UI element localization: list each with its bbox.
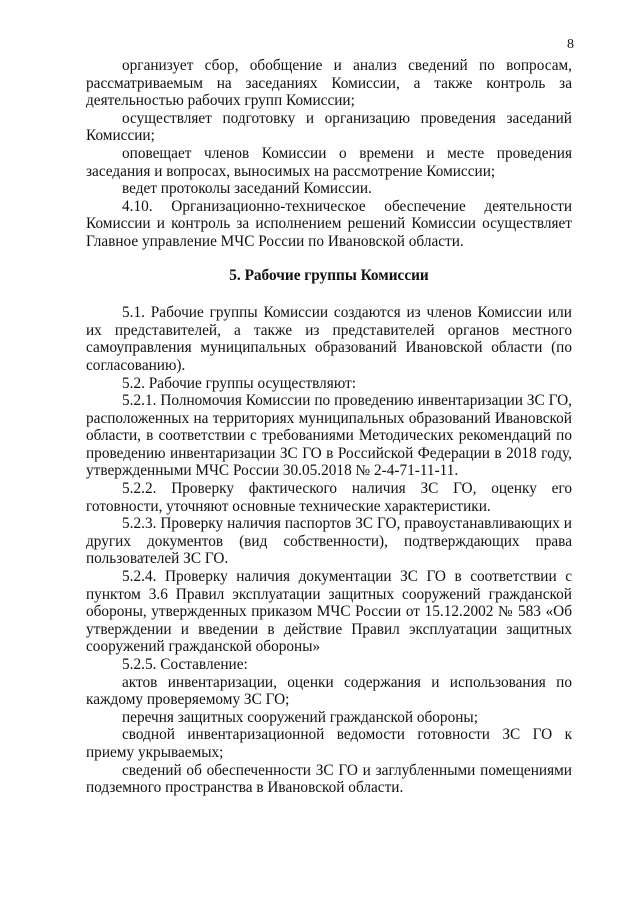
paragraph: 5.2.4. Проверку наличия документации ЗС ГО в соответствии с пунктом 3.6 Правил эксплуатации защитных сооружений гражданской обороны, утвержденных приказом МЧС России от 15.12.2002 № 583 «Об утверждении и введении в действие Правил эксплуатации защитных сооружений гражданской обороны»: [86, 568, 572, 656]
list-item: актов инвентаризации, оценки содержания и использования по каждому проверяемому ЗС ГО;: [86, 673, 572, 709]
section-heading: 5. Рабочие группы Комиссии: [229, 266, 429, 284]
list-item: сведений об обеспеченности ЗС ГО и заглубленными помещениями подземного пространства в Ивановской области.: [86, 761, 572, 797]
paragraph: 5.2.1. Полномочия Комиссии по проведению инвентаризации ЗС ГО, расположенных на территориях муниципальных образований Ивановской области, в соответствии с требованиями Методических рекомендаций по проведению инвентаризации ЗС ГО в Российской Федерации в 2018 году, утвержденными МЧС России 30.05.2018 № 2-4-71-11-11.: [86, 392, 572, 480]
paragraph: 5.2. Рабочие группы осуществляют:: [122, 374, 356, 392]
paragraph: осуществляет подготовку и организацию проведения заседаний Комиссии;: [86, 109, 572, 145]
paragraph: 5.2.5. Составление:: [122, 656, 248, 673]
paragraph: оповещает членов Комиссии о времени и месте проведения заседания и вопросах, выносимых на рассмотрение Комиссии;: [86, 144, 572, 180]
paragraph: 5.2.2. Проверку фактического наличия ЗС ГО, оценку его готовности, уточняют основные технические характеристики.: [86, 480, 572, 515]
paragraph: организует сбор, обобщение и анализ сведений по вопросам, рассматриваемым на заседаниях Комиссии, а также контроль за деятельностью рабочих групп Комиссии;: [86, 57, 572, 110]
paragraph: 5.2.3. Проверку наличия паспортов ЗС ГО, правоустанавливающих и других документов (вид собственности), подтверждающих права пользователей ЗС ГО.: [86, 515, 572, 568]
list-item: сводной инвентаризационной ведомости готовности ЗС ГО к приему укрываемых;: [86, 726, 572, 761]
paragraph: 5.1. Рабочие группы Комиссии создаются из членов Комиссии или их представителей, а также из представителей органов местного самоуправления муниципальных образований Ивановской области (по согласованию).: [86, 304, 572, 374]
page-number: 8: [567, 37, 574, 52]
paragraph: 4.10. Организационно-техническое обеспечение деятельности Комиссии и контроль за исполнением решений Комиссии осуществляет Главное управление МЧС России по Ивановской области.: [86, 197, 572, 250]
paragraph: ведет протоколы заседаний Комиссии.: [122, 180, 372, 198]
document-body: [86, 57, 572, 797]
list-item: перечня защитных сооружений гражданской обороны;: [122, 708, 478, 726]
